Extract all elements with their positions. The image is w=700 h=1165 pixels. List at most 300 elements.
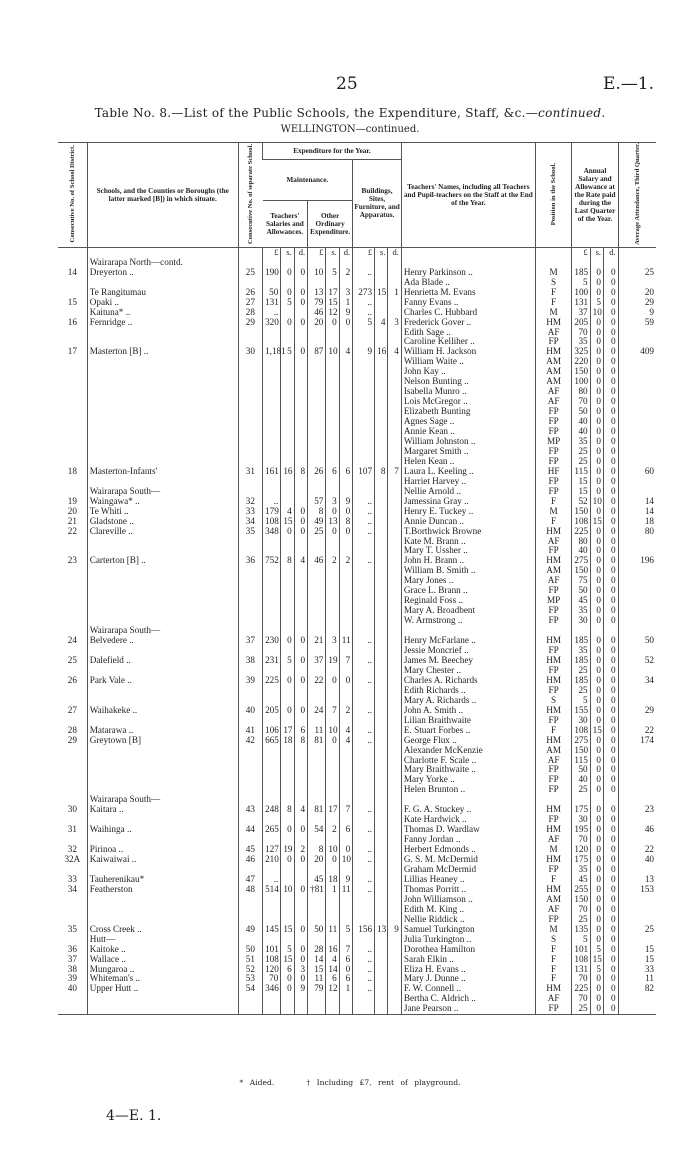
annual-salary-pence: 0 xyxy=(604,497,619,507)
annual-salary-shillings: 0 xyxy=(590,994,603,1004)
salaries-pence: 0 xyxy=(294,636,307,646)
teacher-name: Henry McFarlane .. xyxy=(401,636,535,646)
school-no: 48 xyxy=(238,885,262,895)
buildings-shillings xyxy=(375,765,388,775)
annual-salary-pence: 0 xyxy=(604,696,619,706)
salaries-pounds xyxy=(263,586,281,596)
annual-salary-pounds: 52 xyxy=(572,497,590,507)
buildings-pence xyxy=(388,397,401,407)
salaries-pounds xyxy=(263,905,281,915)
salaries-pounds: 131 xyxy=(263,298,281,308)
annual-salary-shillings: 0 xyxy=(590,447,603,457)
buildings-pence xyxy=(388,825,401,835)
unit-shillings: s. xyxy=(375,247,388,257)
other-expenditure-pounds: 8 xyxy=(308,845,326,855)
school-name xyxy=(87,447,238,457)
annual-salary-pounds: 131 xyxy=(572,965,590,975)
annual-salary-pounds: 115 xyxy=(572,756,590,766)
other-expenditure-shillings: 17 xyxy=(326,288,339,298)
other-expenditure-shillings: 5 xyxy=(326,268,339,278)
position: FP xyxy=(535,865,572,875)
buildings-pence xyxy=(388,507,401,517)
salaries-pence xyxy=(294,775,307,785)
annual-salary-shillings: 0 xyxy=(590,1004,603,1014)
annual-salary-shillings: 0 xyxy=(590,457,603,467)
annual-salary-shillings: 0 xyxy=(590,616,603,626)
other-expenditure-pence xyxy=(339,616,352,626)
school-no xyxy=(238,994,262,1004)
annual-salary-pence: 0 xyxy=(604,805,619,815)
other-expenditure-shillings xyxy=(326,905,339,915)
table-row xyxy=(58,407,656,417)
buildings-shillings xyxy=(375,487,388,497)
school-name: Mungaroa .. xyxy=(87,965,238,975)
buildings-pounds xyxy=(353,367,375,377)
salaries-pounds: 70 xyxy=(263,974,281,984)
position: AM xyxy=(535,357,572,367)
buildings-shillings xyxy=(375,517,388,527)
other-expenditure-pence: 0 xyxy=(339,965,352,975)
annual-salary-pence: 0 xyxy=(604,676,619,686)
buildings-pence: 9 xyxy=(388,925,401,935)
school-no: 50 xyxy=(238,945,262,955)
salaries-pounds xyxy=(263,775,281,785)
teacher-name: Thomas Porritt .. xyxy=(401,885,535,895)
salaries-pounds: 120 xyxy=(263,965,281,975)
district-no xyxy=(58,616,87,626)
salaries-pence xyxy=(294,427,307,437)
other-expenditure-pounds xyxy=(308,576,326,586)
annual-salary-pence: 0 xyxy=(604,387,619,397)
annual-salary-shillings: 5 xyxy=(590,298,603,308)
school-name: Kaituna* .. xyxy=(87,308,238,318)
buildings-pence: 1 xyxy=(388,288,401,298)
school-name xyxy=(87,357,238,367)
annual-salary-pence: 0 xyxy=(604,825,619,835)
table-row xyxy=(58,258,656,268)
position: FP xyxy=(535,337,572,347)
attendance: 29 xyxy=(618,298,656,308)
district-no xyxy=(58,447,87,457)
district-no: 37 xyxy=(67,953,77,964)
annual-salary-pounds: 37 xyxy=(572,308,590,318)
school-name: Wallace .. xyxy=(87,955,238,965)
other-expenditure-pounds: 25 xyxy=(308,527,326,537)
salaries-shillings xyxy=(281,407,294,417)
buildings-shillings xyxy=(375,407,388,417)
annual-salary-pounds: 50 xyxy=(572,586,590,596)
attendance xyxy=(618,616,656,626)
buildings-shillings xyxy=(375,666,388,676)
annual-salary-pence: 0 xyxy=(604,746,619,756)
table-row xyxy=(58,546,656,556)
salaries-shillings xyxy=(281,994,294,1004)
annual-salary-pence: 0 xyxy=(604,845,619,855)
annual-salary-shillings: 0 xyxy=(590,556,603,566)
table-row xyxy=(58,357,656,367)
table-subtitle: WELLINGTON—continued. xyxy=(280,124,420,135)
attendance xyxy=(618,437,656,447)
other-expenditure-shillings: 19 xyxy=(326,656,339,666)
attendance: 22 xyxy=(618,726,656,736)
salaries-shillings: 0 xyxy=(281,676,294,686)
buildings-shillings xyxy=(375,935,388,945)
salaries-pence xyxy=(294,477,307,487)
annual-salary-pence: 0 xyxy=(604,337,619,347)
other-expenditure-shillings: 0 xyxy=(326,527,339,537)
other-expenditure-pence xyxy=(339,437,352,447)
school-no xyxy=(238,606,262,616)
salaries-shillings xyxy=(281,417,294,427)
buildings-shillings xyxy=(375,805,388,815)
annual-salary-shillings: 0 xyxy=(590,328,603,338)
school-no xyxy=(238,417,262,427)
other-expenditure-pence: 9 xyxy=(339,497,352,507)
position: FP xyxy=(535,765,572,775)
position: AF xyxy=(535,397,572,407)
buildings-shillings xyxy=(375,736,388,746)
other-expenditure-pounds: 46 xyxy=(308,308,326,318)
annual-salary-pounds: 50 xyxy=(572,765,590,775)
attendance xyxy=(618,586,656,596)
other-expenditure-shillings xyxy=(326,447,339,457)
salaries-pounds xyxy=(263,427,281,437)
school-name: Cross Creek .. xyxy=(87,925,238,935)
attendance: 46 xyxy=(618,825,656,835)
buildings-pence xyxy=(388,566,401,576)
buildings-pence xyxy=(388,636,401,646)
salaries-pounds xyxy=(263,756,281,766)
attendance: 13 xyxy=(618,875,656,885)
table-row xyxy=(58,984,656,994)
header-other-expenditure: Other Ordinary Expenditure. xyxy=(308,200,353,247)
buildings-pounds: .. xyxy=(353,885,375,895)
buildings-pounds: .. xyxy=(353,974,375,984)
buildings-shillings xyxy=(375,268,388,278)
salaries-shillings: 15 xyxy=(281,925,294,935)
salaries-shillings xyxy=(281,576,294,586)
salaries-shillings: 0 xyxy=(281,825,294,835)
annual-salary-pounds: 205 xyxy=(572,318,590,328)
annual-salary-shillings: 0 xyxy=(590,487,603,497)
header-schools: Schools, and the Counties or Boroughs (the latter marked [B]) in which situate. xyxy=(87,143,238,248)
attendance: 60 xyxy=(618,467,656,477)
teacher-name: Grace L. Brann .. xyxy=(401,586,535,596)
other-expenditure-pence: 9 xyxy=(339,308,352,318)
other-expenditure-shillings: 6 xyxy=(326,467,339,477)
annual-salary-shillings: 0 xyxy=(590,974,603,984)
school-no xyxy=(238,785,262,795)
teacher-name: Kate M. Brann .. xyxy=(401,537,535,547)
annual-salary-pence: 0 xyxy=(604,925,619,935)
salaries-shillings: 5 xyxy=(281,945,294,955)
salaries-pence: 0 xyxy=(294,527,307,537)
school-no: 35 xyxy=(238,527,262,537)
position: FP xyxy=(535,586,572,596)
position: HF xyxy=(535,467,572,477)
salaries-pence: 0 xyxy=(294,298,307,308)
position: AM xyxy=(535,746,572,756)
buildings-pounds xyxy=(353,537,375,547)
table-row xyxy=(58,875,656,885)
school-name: Gladstone .. xyxy=(87,517,238,527)
buildings-pounds xyxy=(353,596,375,606)
teacher-name: Helen Brunton .. xyxy=(401,785,535,795)
annual-salary-pounds: 5 xyxy=(572,278,590,288)
buildings-shillings xyxy=(375,895,388,905)
buildings-pence xyxy=(388,596,401,606)
teacher-name: Edith M. King .. xyxy=(401,905,535,915)
other-expenditure-pounds: 13 xyxy=(308,288,326,298)
table-row xyxy=(58,895,656,905)
salaries-shillings: 16 xyxy=(281,467,294,477)
other-expenditure-shillings xyxy=(326,397,339,407)
position: M xyxy=(535,925,572,935)
salaries-pence: 8 xyxy=(294,467,307,477)
salaries-pence: 0 xyxy=(294,945,307,955)
school-name: Featherston xyxy=(87,885,238,895)
attendance xyxy=(618,357,656,367)
salaries-pence xyxy=(294,616,307,626)
annual-salary-shillings: 0 xyxy=(590,895,603,905)
annual-salary-pounds: 25 xyxy=(572,1004,590,1014)
district-no: 27 xyxy=(67,704,77,715)
other-expenditure-pounds: 26 xyxy=(308,467,326,477)
district-no xyxy=(58,576,87,586)
teacher-name: Lois McGregor .. xyxy=(401,397,535,407)
buildings-pence: 3 xyxy=(388,318,401,328)
school-no: 44 xyxy=(238,825,262,835)
printer-mark: 4—E. 1. xyxy=(106,1108,162,1124)
table-row xyxy=(58,825,656,835)
annual-salary-shillings: 0 xyxy=(590,875,603,885)
annual-salary-pence: 0 xyxy=(604,865,619,875)
other-expenditure-pence: 0 xyxy=(339,527,352,537)
salaries-pence: 0 xyxy=(294,517,307,527)
position: FP xyxy=(535,686,572,696)
district-no xyxy=(58,756,87,766)
school-no xyxy=(238,477,262,487)
table-title-continued: continued. xyxy=(538,106,606,120)
salaries-pence xyxy=(294,686,307,696)
district-no: 17 xyxy=(67,346,77,357)
salaries-pounds xyxy=(263,417,281,427)
annual-salary-shillings: 0 xyxy=(590,666,603,676)
annual-salary-pounds: 255 xyxy=(572,885,590,895)
attendance xyxy=(618,606,656,616)
school-name xyxy=(87,606,238,616)
attendance: 29 xyxy=(618,706,656,716)
annual-salary-pence: 0 xyxy=(604,616,619,626)
table-row xyxy=(58,865,656,875)
other-expenditure-pounds xyxy=(308,328,326,338)
teacher-name: Henry Parkinson .. xyxy=(401,268,535,278)
other-expenditure-pounds xyxy=(308,586,326,596)
school-no xyxy=(238,387,262,397)
annual-salary-pounds: 35 xyxy=(572,437,590,447)
district-no xyxy=(58,397,87,407)
position: F xyxy=(535,298,572,308)
salaries-pence xyxy=(294,746,307,756)
annual-salary-pence: 0 xyxy=(604,467,619,477)
annual-salary-pounds: 35 xyxy=(572,337,590,347)
position: HM xyxy=(535,676,572,686)
school-name: Pirinoa .. xyxy=(87,845,238,855)
salaries-pence xyxy=(294,596,307,606)
salaries-pence xyxy=(294,566,307,576)
annual-salary-shillings: 0 xyxy=(590,387,603,397)
annual-salary-pounds: 70 xyxy=(572,905,590,915)
attendance: 196 xyxy=(618,556,656,566)
unit-pounds: £ xyxy=(263,247,281,257)
buildings-shillings xyxy=(375,606,388,616)
salaries-pounds: 127 xyxy=(263,845,281,855)
other-expenditure-shillings xyxy=(326,616,339,626)
other-expenditure-pounds xyxy=(308,746,326,756)
annual-salary-shillings: 0 xyxy=(590,815,603,825)
annual-salary-pence: 0 xyxy=(604,487,619,497)
annual-salary-pounds: 150 xyxy=(572,895,590,905)
buildings-pence xyxy=(388,407,401,417)
buildings-shillings xyxy=(375,357,388,367)
other-expenditure-pounds: 20 xyxy=(308,855,326,865)
attendance: 15 xyxy=(618,955,656,965)
school-name xyxy=(87,417,238,427)
other-expenditure-pounds: 79 xyxy=(308,984,326,994)
salaries-shillings: 15 xyxy=(281,517,294,527)
annual-salary-pence: 0 xyxy=(604,537,619,547)
header-school-no: Consecutive No. of separate School. xyxy=(238,143,262,248)
annual-salary-pounds: 100 xyxy=(572,377,590,387)
salaries-pence xyxy=(294,537,307,547)
annual-salary-pence: 0 xyxy=(604,835,619,845)
table-row xyxy=(58,288,656,298)
school-no: 45 xyxy=(238,845,262,855)
position: FP xyxy=(535,815,572,825)
district-no xyxy=(58,765,87,775)
other-expenditure-pounds: †81 xyxy=(308,885,326,895)
annual-salary-shillings: 10 xyxy=(590,497,603,507)
buildings-pounds: .. xyxy=(353,517,375,527)
school-no: 42 xyxy=(238,736,262,746)
district-no: 40 xyxy=(67,983,77,994)
annual-salary-pounds: 35 xyxy=(572,646,590,656)
buildings-pence xyxy=(388,616,401,626)
table-title xyxy=(0,106,700,120)
annual-salary-shillings: 0 xyxy=(590,278,603,288)
attendance xyxy=(618,686,656,696)
teacher-name: Mary Chester .. xyxy=(401,666,535,676)
school-no xyxy=(238,576,262,586)
position: FP xyxy=(535,785,572,795)
attendance xyxy=(618,537,656,547)
buildings-pounds xyxy=(353,616,375,626)
attendance: 80 xyxy=(618,527,656,537)
salaries-shillings xyxy=(281,328,294,338)
table-row xyxy=(58,606,656,616)
school-name: Te Rangitumau xyxy=(87,288,238,298)
other-expenditure-pence: 7 xyxy=(339,805,352,815)
school-name: Matarawa .. xyxy=(87,726,238,736)
district-no xyxy=(58,278,87,288)
other-expenditure-shillings: 3 xyxy=(326,636,339,646)
unit-pence: d. xyxy=(388,247,401,257)
annual-salary-pence: 0 xyxy=(604,347,619,357)
school-no: 53 xyxy=(238,974,262,984)
buildings-shillings xyxy=(375,387,388,397)
salaries-shillings xyxy=(281,387,294,397)
salaries-pounds xyxy=(263,397,281,407)
other-expenditure-pounds: 87 xyxy=(308,347,326,357)
position: F xyxy=(535,497,572,507)
other-expenditure-shillings xyxy=(326,407,339,417)
buildings-pounds xyxy=(353,994,375,1004)
other-expenditure-pence: 4 xyxy=(339,736,352,746)
header-attendance: Average Attendance, Third Quarter. xyxy=(618,143,656,248)
district-no xyxy=(58,417,87,427)
buildings-shillings xyxy=(375,845,388,855)
school-name: Clareville .. xyxy=(87,527,238,537)
buildings-pounds: .. xyxy=(353,507,375,517)
attendance xyxy=(618,1004,656,1014)
footnote-dagger: † Including £7, rent of playground. xyxy=(306,1078,461,1087)
other-expenditure-pounds xyxy=(308,775,326,785)
school-name: Dreyerton .. xyxy=(87,268,238,278)
salaries-pence: 0 xyxy=(294,825,307,835)
district-no: 32A xyxy=(64,854,81,865)
teacher-name: Henrietta M. Evans xyxy=(401,288,535,298)
other-expenditure-shillings: 0 xyxy=(326,855,339,865)
teacher-name: William B. Smith .. xyxy=(401,566,535,576)
position: M xyxy=(535,507,572,517)
table-row xyxy=(58,815,656,825)
position: HM xyxy=(535,825,572,835)
buildings-pence xyxy=(388,447,401,457)
salaries-shillings: 6 xyxy=(281,965,294,975)
teacher-name: James M. Beechey xyxy=(401,656,535,666)
buildings-shillings xyxy=(375,546,388,556)
annual-salary-pounds: 70 xyxy=(572,328,590,338)
position: FP xyxy=(535,616,572,626)
school-name xyxy=(87,994,238,1004)
buildings-pence xyxy=(388,586,401,596)
other-expenditure-shillings xyxy=(326,765,339,775)
table-row xyxy=(58,746,656,756)
unit-pence: d. xyxy=(339,247,352,257)
annual-salary-pence: 0 xyxy=(604,994,619,1004)
salaries-pence xyxy=(294,576,307,586)
table-row xyxy=(58,636,656,646)
position: F xyxy=(535,955,572,965)
buildings-pounds: .. xyxy=(353,308,375,318)
position: FP xyxy=(535,447,572,457)
annual-salary-pence: 0 xyxy=(604,815,619,825)
annual-salary-shillings: 0 xyxy=(590,357,603,367)
position: HM xyxy=(535,736,572,746)
school-name xyxy=(87,397,238,407)
buildings-pence xyxy=(388,646,401,656)
attendance xyxy=(618,417,656,427)
position: AM xyxy=(535,895,572,905)
table-row xyxy=(58,427,656,437)
table-row xyxy=(58,905,656,915)
buildings-pounds xyxy=(353,785,375,795)
annual-salary-pence: 0 xyxy=(604,706,619,716)
buildings-pounds: .. xyxy=(353,805,375,815)
table-row xyxy=(58,268,656,278)
other-expenditure-shillings xyxy=(326,367,339,377)
teacher-name: Eliza H. Evans .. xyxy=(401,965,535,975)
